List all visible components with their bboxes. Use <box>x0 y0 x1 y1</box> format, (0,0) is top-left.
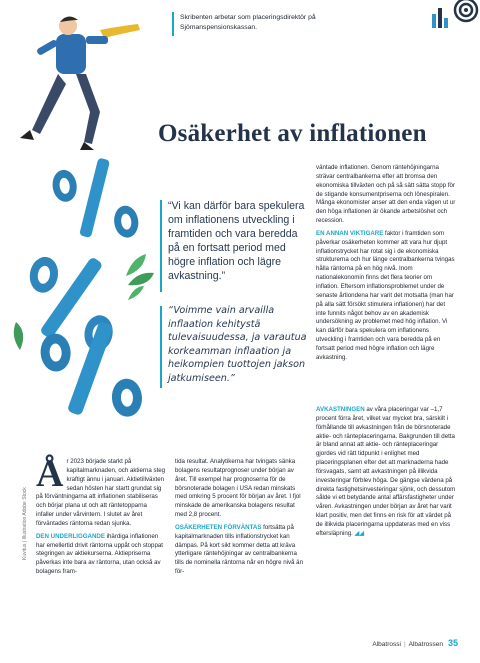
byline-accent-bar <box>172 12 174 36</box>
paragraph: OSÄKERHETEN FÖRVÄNTAS fortsätta på kapitalmarknaden tills inflationstrycket kan dämpas. På kort sikt kommer detta att kräva ytterligare räntehöjningar av centralbankerna tills de nominella räntorna når en högre nivå än för- <box>175 523 304 576</box>
drop-cap: Å <box>36 453 64 495</box>
page-number: 35 <box>447 638 458 648</box>
pull-quote-swedish: “Vi kan därför bara spekulera om inflationens utveckling i framtiden och vara beredda på en fortsatt period med högre inflation och lägre avkastning.” <box>168 200 305 283</box>
percent-signs <box>19 153 144 422</box>
paragraph: tida resultat. Analytikerna har tvingats sänka bolagens resultatprognoser under början av året. Till exempel har prognoserna för de börsnoterade bolagen i USA redan minskats med omkring 5 procent för början av året. I fjol minskade de amerikanska bolagens resultat med 2,8 procent. <box>175 458 301 519</box>
body-column-right-bottom <box>316 406 456 543</box>
body-column-left <box>36 453 166 581</box>
body-column-middle <box>175 458 305 581</box>
page-footer: Albatrossi | Albatrossen 35 <box>372 638 458 648</box>
end-mark: ◢◢ <box>354 529 365 537</box>
paragraph: AVKASTNINGEN av våra placeringar var –1,7 procent förra året, vilket var mycket bra, särskilt i förhållande till avkastningen från de börsnoterade aktie- och ränteplaceringarna. Bakgrunden till detta är bland annat att aktie- och ränteplaceringar gjordes vid rätt tidpunkt i enlighet med placeringsplanen efter det att marknaderna hade försvagats, samt att avkastningen på illikvida investeringar förblev höga. De gängse värdena på direkta fastighetsinvesteringar sjönk, och dessutom sålde vi ett betydande antal affärsfastigheter under våren. Avkastningen under början av året har varit klart positiv, men det finns en risk för att värdet på de illikvida placeringarna uppdateras med en viss eftersläpning. ◢◢ <box>316 406 456 537</box>
target-and-chart-icon <box>430 0 480 30</box>
businessman-figure <box>20 16 140 150</box>
page-title: Osäkerhet av inflationen <box>158 120 427 147</box>
lead-in: EN ANNAN VIKTIGARE <box>316 229 384 237</box>
quote-accent-bar-fi <box>160 306 162 388</box>
pull-quote-finnish: “Voimme vain arvailla inflaation kehitystä tulevaisuudessa, ja varautua korkeamman inflaation ja heikompien tuottojen jakson jatkumiseen.” <box>168 305 307 384</box>
body-column-right-top <box>316 164 456 367</box>
footer-magazine-fi: Albatrossi <box>372 641 401 648</box>
lead-in: AVKASTNINGEN <box>316 406 365 413</box>
image-credit: Kuvitus | Illustration Adobe Stock <box>22 487 28 560</box>
paragraph: EN ANNAN VIKTIGARE faktor i framtiden som påverkar osäkerheten kommer att vara hur djupt inflationstrycket har rotat sig i de ekonomiska strukturerna och hur länge centralbankerna tvingas hålla räntorna på en hög nivå. Inom nationalekonomin finns det flera teorier om inflation. Eftersom inflationsproblemet under de senaste årtiondena har varit det motsatta (man har på alla sätt försökt stimulera inflationen) har det inte funnits något behov av en akademisk undersökning av problemet med hög inflation. Vi kan därför bara spekulera om inflationens utveckling i framtiden och vara beredda på en fortsatt period med högre inflation och lägre avkastning. <box>316 229 455 361</box>
quote-accent-bar-sv <box>160 200 162 292</box>
lead-in: OSÄKERHETEN FÖRVÄNTAS <box>175 523 262 531</box>
percent-stack-illustration <box>0 0 160 460</box>
paragraph: DEN UNDERLIGGANDE ihärdiga inflationen har emellertid drivit räntorna uppåt och stoppat stegringen av aktiekurserna. Aktiepriserna påverkas inte bara av räntorna, utan också av bolagens fram- <box>36 532 163 576</box>
paragraph: År 2023 började starkt på kapitalmarknaden, och aktierna steg kraftigt ännu i januari. Aktietillväxten sedan hösten har startt grundat sig på förväntningarna att inflationen stabiliseras och börjar plana ut och att räntetopparna infaller under vårvintern. I slutet av året förväntades räntorna redan sjunka. <box>36 453 166 527</box>
lead-in: DEN UNDERLIGGANDE <box>36 532 105 540</box>
footer-magazine-sv: Albatrossen <box>408 641 443 648</box>
paragraph: väntade inflationen. Genom räntehöjningarna strävar centralbankerna efter att bromsa den ekonomiska tillväxten och på så sätt sätta stopp för de stigande konsumentpriserna och lönespiralen. Många ekonomister anser att den enda vägen ut ur den höga inflationen är ökande arbetslöshet och recession. <box>316 164 456 225</box>
byline: Skribenten arbetar som placeringsdirektör på Sjömanspensionskassan. <box>180 14 316 31</box>
